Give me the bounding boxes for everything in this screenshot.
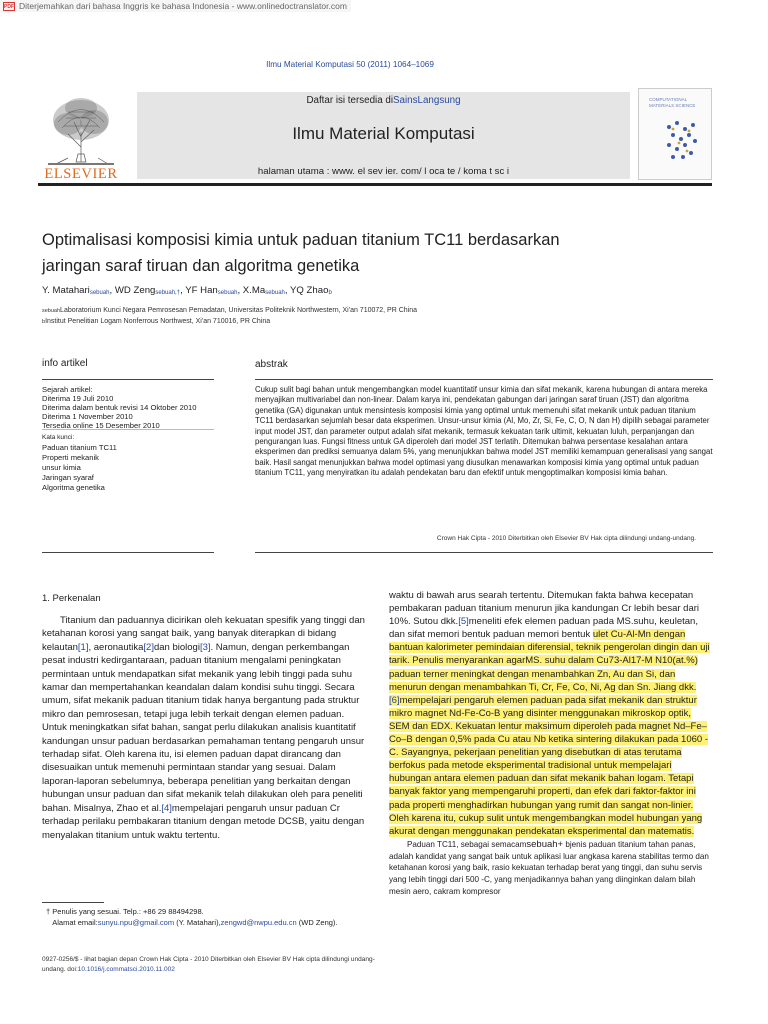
article-history: [42, 385, 222, 430]
contents-prefix: Daftar isi tersedia di: [306, 95, 394, 106]
section-heading: 1. Perkenalan: [42, 593, 101, 604]
footnote-rule: [42, 902, 104, 903]
affiliation-b: [42, 318, 270, 325]
article-info-rule: [42, 379, 214, 380]
abstract-rule: [255, 379, 713, 380]
history-line: Diterima dalam bentuk revisi 14 Oktober 2010: [42, 403, 197, 412]
author-affil-mark: sebuah: [89, 290, 110, 296]
keyword-item: Paduan titanium TC11: [42, 443, 117, 452]
footnote-text: Penulis yang sesuai. Telp.: +86 29 88494298.: [52, 907, 204, 916]
body-text: bjenis paduan titanium tahan panas, adalah kandidat yang sangat baik untuk aplikasi luar angkasa karena stabilitas termo dan ketahanan korosi yang baik, rasio kekuatan terhadap berat yang tinggi, dan suhu servis yang lebih tinggi dari 500 -C, yang menjadikannya bahan yang diinginkan dalam bilah mesin aero, cakram kompresor: [389, 839, 709, 896]
body-text: dan biologi: [153, 641, 200, 653]
body-text: mempelajari pengaruh unsur paduan Cr terhadap perilaku pembakaran titanium dengan metode DCSB, yaitu dengan menyalakan titanium untuk waktu tertentu.: [42, 802, 365, 841]
body-text: waktu di bawah arus searah tertentu. Ditemukan fakta bahwa kecepatan pembakaran paduan titanium menurun jika kandungan Cr lebih besar dari 10%. Sutou dkk.: [389, 590, 699, 628]
cover-title: COMPUTATIONAL MATERIALS SCIENCE: [649, 97, 696, 108]
body-text: Titanium dan paduannya dicirikan oleh kekuatan spesifik yang tinggi dan ketahanan korosi yang sangat baik, yang banyak diterapkan di bidang kelautan: [42, 615, 365, 653]
affiliation-text: Institut Penelitian Logam Nonferrous Northwest, Xi'an 710016, PR China: [45, 318, 271, 325]
body-text: , aeronautika: [88, 641, 144, 653]
doi-line: [42, 965, 442, 975]
affiliation-text: Laboratorium Kunci Negara Pemrosesan Pemadatan, Universitas Politeknik Northwestern, Xi'an 710072, PR China: [60, 307, 418, 314]
history-line: Sejarah artikel:: [42, 385, 93, 394]
footnote-mark: †: [46, 907, 51, 916]
author-name[interactable]: , WD Zeng: [109, 285, 156, 296]
journal-masthead: [137, 92, 630, 179]
author-affil-mark: sebuah,†: [155, 290, 181, 296]
affiliation-mark: b: [42, 319, 46, 325]
keywords-label: Kata kunci:: [42, 434, 75, 441]
journal-cover-thumbnail: [638, 88, 712, 180]
highlighted-text[interactable]: mempelajari pengaruh elemen paduan pada sifat mekanik dan struktur mikro magnet Nd-Fe-Co-B yang disinter menggunakan mikroskop optik, SEM dan EDX. Kekuatan lentur maksimum diperoleh pada magnet Nd–Fe–Co–B dengan 0,5% pada Cu atau Nb ketika sintering dilakukan pada 1060 -C. Sayangnya, pekerjaan penelitian yang disebutkan di atas terutama berfokus pada metode eksperimental tradisional untuk mempelajari hubungan antara elemen paduan dan sifat mekanik bahan logam. Tetapi banyak faktor yang mempengaruhi properti, dan efek dari faktor-faktor ini pada properti menghadirkan hubungan yang rumit dan sangat non-linier. Oleh karena itu, cukup sulit untuk mengembangkan model hubungan yang akurat dengan menggunakan pendekatan eksperimental dan matematis.: [389, 694, 708, 837]
header-rule: [38, 183, 712, 186]
author-list: [42, 285, 332, 296]
highlighted-text[interactable]: ulet Cu-Al-Mn dengan bantuan kalorimeter pemindaian diferensial, teknik pengerolan dingin dan uji tarik. Penulis menyarankan agarMS. suhu dalam Cu73-Al17-M N10(at.%) paduan terner meningkat dengan menambahkan Zn, Au dan Si, dan menurun dengan menambahkan Ti, Cr, Fe, Co, Ni, Ag dan Sn. Jiang dkk.: [389, 629, 710, 693]
author-affil-mark: b: [328, 290, 332, 296]
footnote-text: (Y. Matahari),: [174, 917, 221, 927]
email-link[interactable]: zengwd@nwpu.edu.cn: [220, 917, 297, 927]
intro-right-column: [389, 589, 714, 898]
keywords-rule: [42, 429, 214, 430]
journal-citation[interactable]: Ilmu Material Komputasi 50 (2011) 1064–1069: [266, 60, 434, 69]
alpha-symbol-text: sebuah+: [526, 838, 564, 850]
history-line: Tersedia online 15 Desember 2010: [42, 421, 160, 430]
abstract-heading: abstrak: [255, 359, 288, 370]
reference-link[interactable]: [5]: [458, 616, 469, 628]
highlighted-reference[interactable]: [389, 695, 400, 706]
article-info-bottom-rule: [42, 552, 214, 553]
affiliation-mark: sebuah: [42, 308, 61, 314]
body-text: . Namun, dengan perkembangan pesat industri kedirgantaraan, paduan titanium mengalami peningkatan permintaan untuk mendapatkan sifat mekanik yang lebih tinggi pada suhu kamar dan mempertahankan keandalan dalam kondisi suhu tinggi. Secara umum, sifat mekanik paduan titanium tidak hanya bergantung pada struktur mikro dan pemrosesan, tetapi juga lebih terkait dengan elemen paduan. Untuk meningkatkan sifat bahan, sangat perlu dilakukan analisis kuantitatif kandungan unsur paduan berdasarkan pemahaman tentang pengaruh unsur terhadap sifat. Oleh karena itu, isi elemen paduan dapat dirancang dan disesuaikan untuk memenuhi permintaan standar yang sesuai. Dalam laporan-laporan sebelumnya, beberapa penelitian yang berkaitan dengan hubungan unsur paduan dan sifat mekanik telah dilakukan oleh para peneliti bahan. Misalnya, Zhao et al.: [42, 641, 365, 814]
author-name[interactable]: Y. Matahari: [42, 285, 90, 296]
cover-crystal-image: [661, 117, 701, 163]
translator-banner-text: Diterjemahkan dari bahasa Inggris ke bahasa Indonesia - www.onlinedoctranslator.com: [19, 1, 347, 11]
contents-line: [137, 95, 630, 106]
copyright-notice: Crown Hak Cipta - 2010 Diterbitkan oleh Elsevier BV Hak cipta dilindungi undang-undang.: [436, 535, 696, 542]
email-link[interactable]: sunyu.npu@gmail.com: [97, 917, 175, 927]
keyword-item: unsur kimia: [42, 463, 81, 472]
history-line: Diterima 19 Juli 2010: [42, 394, 114, 403]
intro-left-column: [42, 614, 367, 842]
journal-homepage[interactable]: halaman utama : www. el sev ier. com/ l oca te / koma t sc i: [257, 166, 510, 177]
email-label: Alamat email:: [52, 917, 98, 927]
translator-banner[interactable]: [0, 0, 351, 12]
footnote-text: (WD Zeng).: [296, 917, 338, 927]
sciencedirect-link[interactable]: SainsLangsung: [393, 95, 461, 106]
keywords-list: [42, 433, 222, 493]
article-info-heading: info artikel: [42, 358, 88, 369]
body-text: Paduan TC11, sebagai semacam: [407, 839, 527, 849]
reference-link[interactable]: [1]: [77, 641, 89, 653]
doi-link[interactable]: 10.1016/j.commatsci.2010.11.002: [77, 966, 175, 973]
abstract-bottom-rule: [255, 552, 713, 553]
reference-link[interactable]: [2]: [143, 641, 154, 653]
footnote-line: [46, 918, 376, 929]
journal-name: Ilmu Material Komputasi: [292, 124, 475, 143]
history-line: Diterima 1 November 2010: [42, 412, 133, 421]
keyword-item: Algoritma genetika: [42, 483, 105, 492]
body-text: meneliti efek elemen paduan pada MS.suhu, keuletan, dan sifat memori bentuk paduan memori bentuk: [389, 616, 698, 641]
author-name[interactable]: , X.Ma: [237, 285, 266, 296]
elsevier-wordmark: ELSEVIER: [44, 166, 118, 182]
publication-metadata: [42, 955, 442, 975]
footnote-line: [46, 907, 376, 918]
author-name[interactable]: , YQ Zhao: [284, 285, 329, 296]
corresponding-author-footnote: [46, 907, 376, 928]
author-affil-mark: sebuah: [217, 290, 238, 296]
reference-link[interactable]: [3]: [199, 641, 211, 653]
author-affil-mark: sebuah: [265, 290, 285, 296]
pdf-icon: PDF: [4, 3, 14, 10]
author-name[interactable]: , YF Han: [180, 285, 218, 296]
keyword-item: Jaringan syaraf: [42, 473, 94, 482]
keyword-item: Properti mekanik: [42, 453, 99, 462]
abstract-text: Cukup sulit bagi bahan untuk mengembangkan model kuantitatif unsur kimia dan sifat mekanik, karena hubungan di antara mereka menyajikan multivariabel dan non-linear. Dalam karya ini, pendekatan gabungan dari jaringan saraf tiruan (JST) dan algoritma genetika (GA) digunakan untuk mensintesis komposisi kimia yang optimal untuk memenuhi sifat mekanik untuk paduan titanium TC11 berdasarkan sejumlah besar data eksperimen. Unsur-unsur kimia (Al, Mo, Zr, Si, Fe, C, O, N dan H) dipilih sebagai parameter input model JST, dan parameter output adalah sifat mekanik, termasuk kekuatan tarik ultimit, kekuatan luluh, perpanjangan dan pengurangan luas. Fungsi fitness untuk GA diperoleh dari model JST terlatih. Ditemukan bahwa persentase kesalahan antara eksperimen dan prediksi semuanya dalam 5%, yang menunjukkan bahwa model JST memiliki kemampuan generalisasi yang sangat baik. Hasil sangat menunjukkan bahwa model optimasi yang diusulkan menawarkan komposisi kimia yang optimal untuk paduan titanium TC11, yang menyiratkan itu adalah pendekatan baru dan efektif untuk mengoptimalkan komposisi kimia bahan.: [255, 385, 713, 478]
intro-paragraph-2: [389, 839, 714, 898]
reference-link[interactable]: [4]: [161, 802, 172, 814]
reference-link[interactable]: [6]: [389, 694, 400, 706]
doi-label: undang. doi:: [42, 966, 78, 973]
affiliation-a: [42, 307, 417, 314]
article-title: Optimalisasi komposisi kimia untuk paduan titanium TC11 berdasarkan jaringan saraf tiruan dan algoritma genetika: [42, 231, 560, 275]
issn-line: 0927-0256/$ - lihat bagian depan Crown Hak Cipta - 2010 Diterbitkan oleh Elsevier BV Hak cipta dilindungi undang-: [42, 956, 375, 963]
